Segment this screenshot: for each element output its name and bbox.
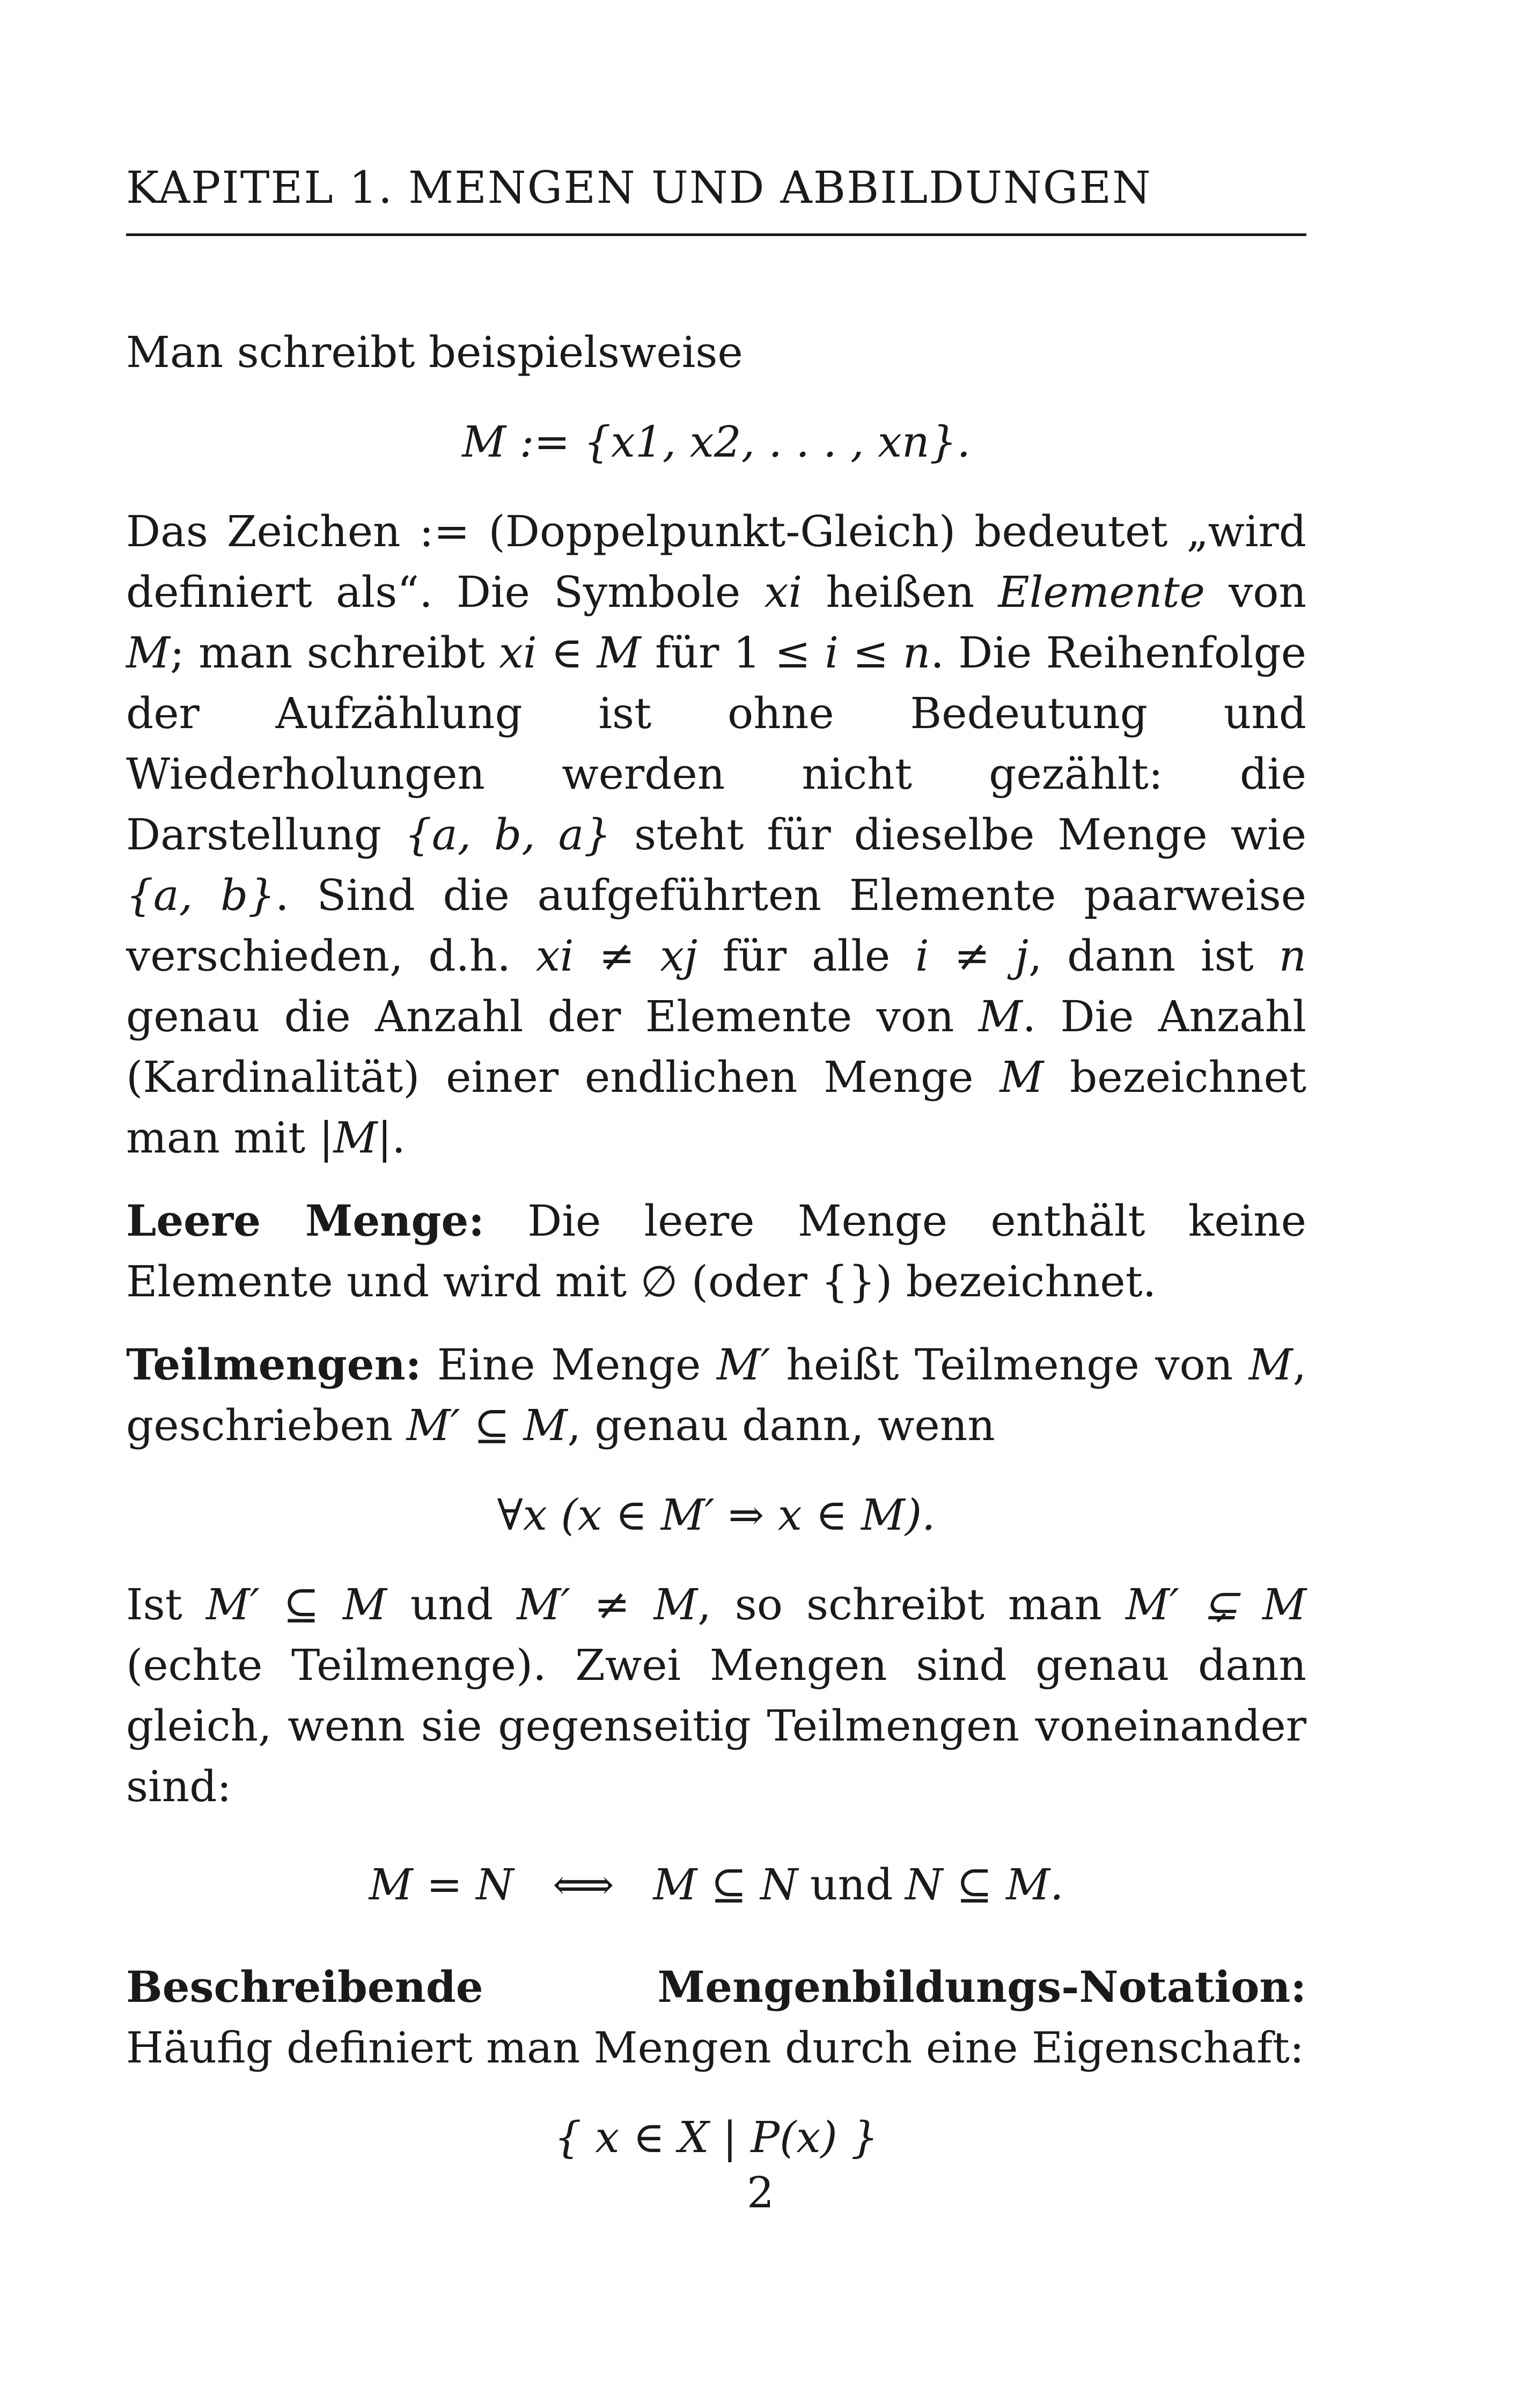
text-run: ∈ bbox=[537, 628, 597, 678]
text-run: . Die Reihenfolge der Aufzählung ist ohne Bedeutung und Wiederholungen werden nicht gezählt: die Darstellung bbox=[126, 628, 1307, 860]
math-M: M bbox=[978, 992, 1023, 1041]
math-M: M bbox=[597, 628, 641, 678]
formula-set-definition: M := {x1, x2, . . . , xn}. bbox=[462, 417, 971, 467]
iff-symbol: ⟺ bbox=[553, 1860, 614, 1910]
math-n: n bbox=[1278, 931, 1307, 981]
text-run: . Die Anzahl (Kardinalität) einer endlichen Menge bbox=[126, 992, 1306, 1102]
math-M: M bbox=[126, 628, 170, 678]
running-header: KAPITEL 1. MENGEN UND ABBILDUNGEN bbox=[126, 163, 1152, 214]
math-xi: xi bbox=[499, 628, 537, 678]
text-run: für alle bbox=[697, 931, 915, 981]
text-run: heißen bbox=[802, 567, 998, 617]
text-run: Eine Menge bbox=[421, 1340, 717, 1390]
math-subset: M′ ⊆ M bbox=[406, 1400, 568, 1450]
math-xi: xi bbox=[764, 567, 803, 617]
paragraph-echte-teilmenge bbox=[126, 1574, 1306, 1817]
text-run: . Sind die aufgeführten Elemente paarweise verschieden, d.h. bbox=[126, 870, 1306, 981]
text-run: und bbox=[386, 1580, 517, 1629]
math-subset: M′ ⊆ M bbox=[205, 1580, 387, 1629]
text-run: Das Zeichen := (Doppelpunkt-Gleich) bedeutet „wird definiert als“. Die Symbole bbox=[126, 506, 1306, 617]
term-leere-menge: Leere Menge: bbox=[126, 1195, 484, 1246]
text-run: heißt Teilmenge von bbox=[770, 1340, 1249, 1390]
body-text bbox=[126, 322, 1306, 2197]
page-number: 2 bbox=[747, 2168, 774, 2218]
formula-set-equality bbox=[126, 1854, 1306, 1915]
text-run: ; man schreibt bbox=[170, 628, 499, 678]
text-run: ≤ bbox=[839, 628, 903, 678]
math-r2: N ⊆ M. bbox=[905, 1860, 1064, 1910]
text-run: (echte Teilmenge). Zwei Mengen sind genau dann gleich, wenn sie gegenseitig Teilmengen voneinander sind: bbox=[126, 1640, 1306, 1811]
math-n: n bbox=[902, 628, 931, 678]
intro-line: Man schreibt beispielsweise bbox=[126, 327, 743, 377]
text-run: Ist bbox=[126, 1580, 206, 1629]
math-set-ab: {a, b} bbox=[126, 870, 276, 920]
math-neq: M′ ≠ M bbox=[517, 1580, 698, 1629]
math-M-prime: M′ bbox=[716, 1340, 770, 1390]
paragraph-teilmengen bbox=[126, 1334, 1306, 1456]
math-lhs: M = N bbox=[369, 1860, 514, 1910]
text-run: , dann ist bbox=[1028, 931, 1279, 981]
text-run: für 1 ≤ bbox=[641, 628, 825, 678]
math-set-aba: {a, b, a} bbox=[405, 810, 612, 860]
text-run: , so schreibt man bbox=[697, 1580, 1126, 1629]
term-beschreibende-notation: Beschreibende Mengenbildungs-Notation: bbox=[126, 1962, 1306, 2012]
math-i: i bbox=[825, 628, 839, 678]
text-run: . bbox=[392, 1113, 406, 1163]
math-r1: M ⊆ N bbox=[653, 1860, 798, 1910]
text-run: Häufig definiert man Mengen durch eine Eigenschaft: bbox=[126, 2023, 1304, 2073]
text-run: steht für dieselbe Menge wie bbox=[611, 810, 1306, 860]
math-proper-subset: M′ ⊊ M bbox=[1125, 1580, 1307, 1629]
term-elemente: Elemente bbox=[998, 567, 1205, 617]
paragraph-beschreibende bbox=[126, 1957, 1306, 2078]
term-teilmengen: Teilmengen: bbox=[126, 1339, 422, 1390]
text-run: genau die Anzahl der Elemente von bbox=[126, 992, 979, 1041]
paragraph-leere-menge bbox=[126, 1191, 1306, 1312]
text-run: bezeichnet man mit bbox=[126, 1052, 1307, 1163]
math-M: M bbox=[1248, 1340, 1293, 1390]
text-run: , geschrieben bbox=[126, 1340, 1306, 1450]
math-M: M bbox=[1000, 1052, 1044, 1102]
math-i-neq-j: i ≠ j bbox=[915, 931, 1028, 981]
math-xi-neq-xj: xi ≠ xj bbox=[535, 931, 697, 981]
formula-forall: ∀x (x ∈ M′ ⇒ x ∈ M). bbox=[497, 1490, 936, 1540]
text-run: Die leere Menge enthält keine Elemente und wird mit ∅ (oder {}) bezeichnet. bbox=[126, 1196, 1307, 1306]
formula-set-builder: { x ∈ X | P(x) } bbox=[554, 2112, 878, 2162]
text-und: und bbox=[810, 1860, 893, 1910]
text-run: , genau dann, wenn bbox=[567, 1400, 995, 1450]
paragraph-elements bbox=[126, 501, 1306, 1168]
header-rule bbox=[126, 233, 1306, 236]
math-abs-M: |M| bbox=[319, 1113, 392, 1163]
text-run: von bbox=[1204, 567, 1306, 617]
